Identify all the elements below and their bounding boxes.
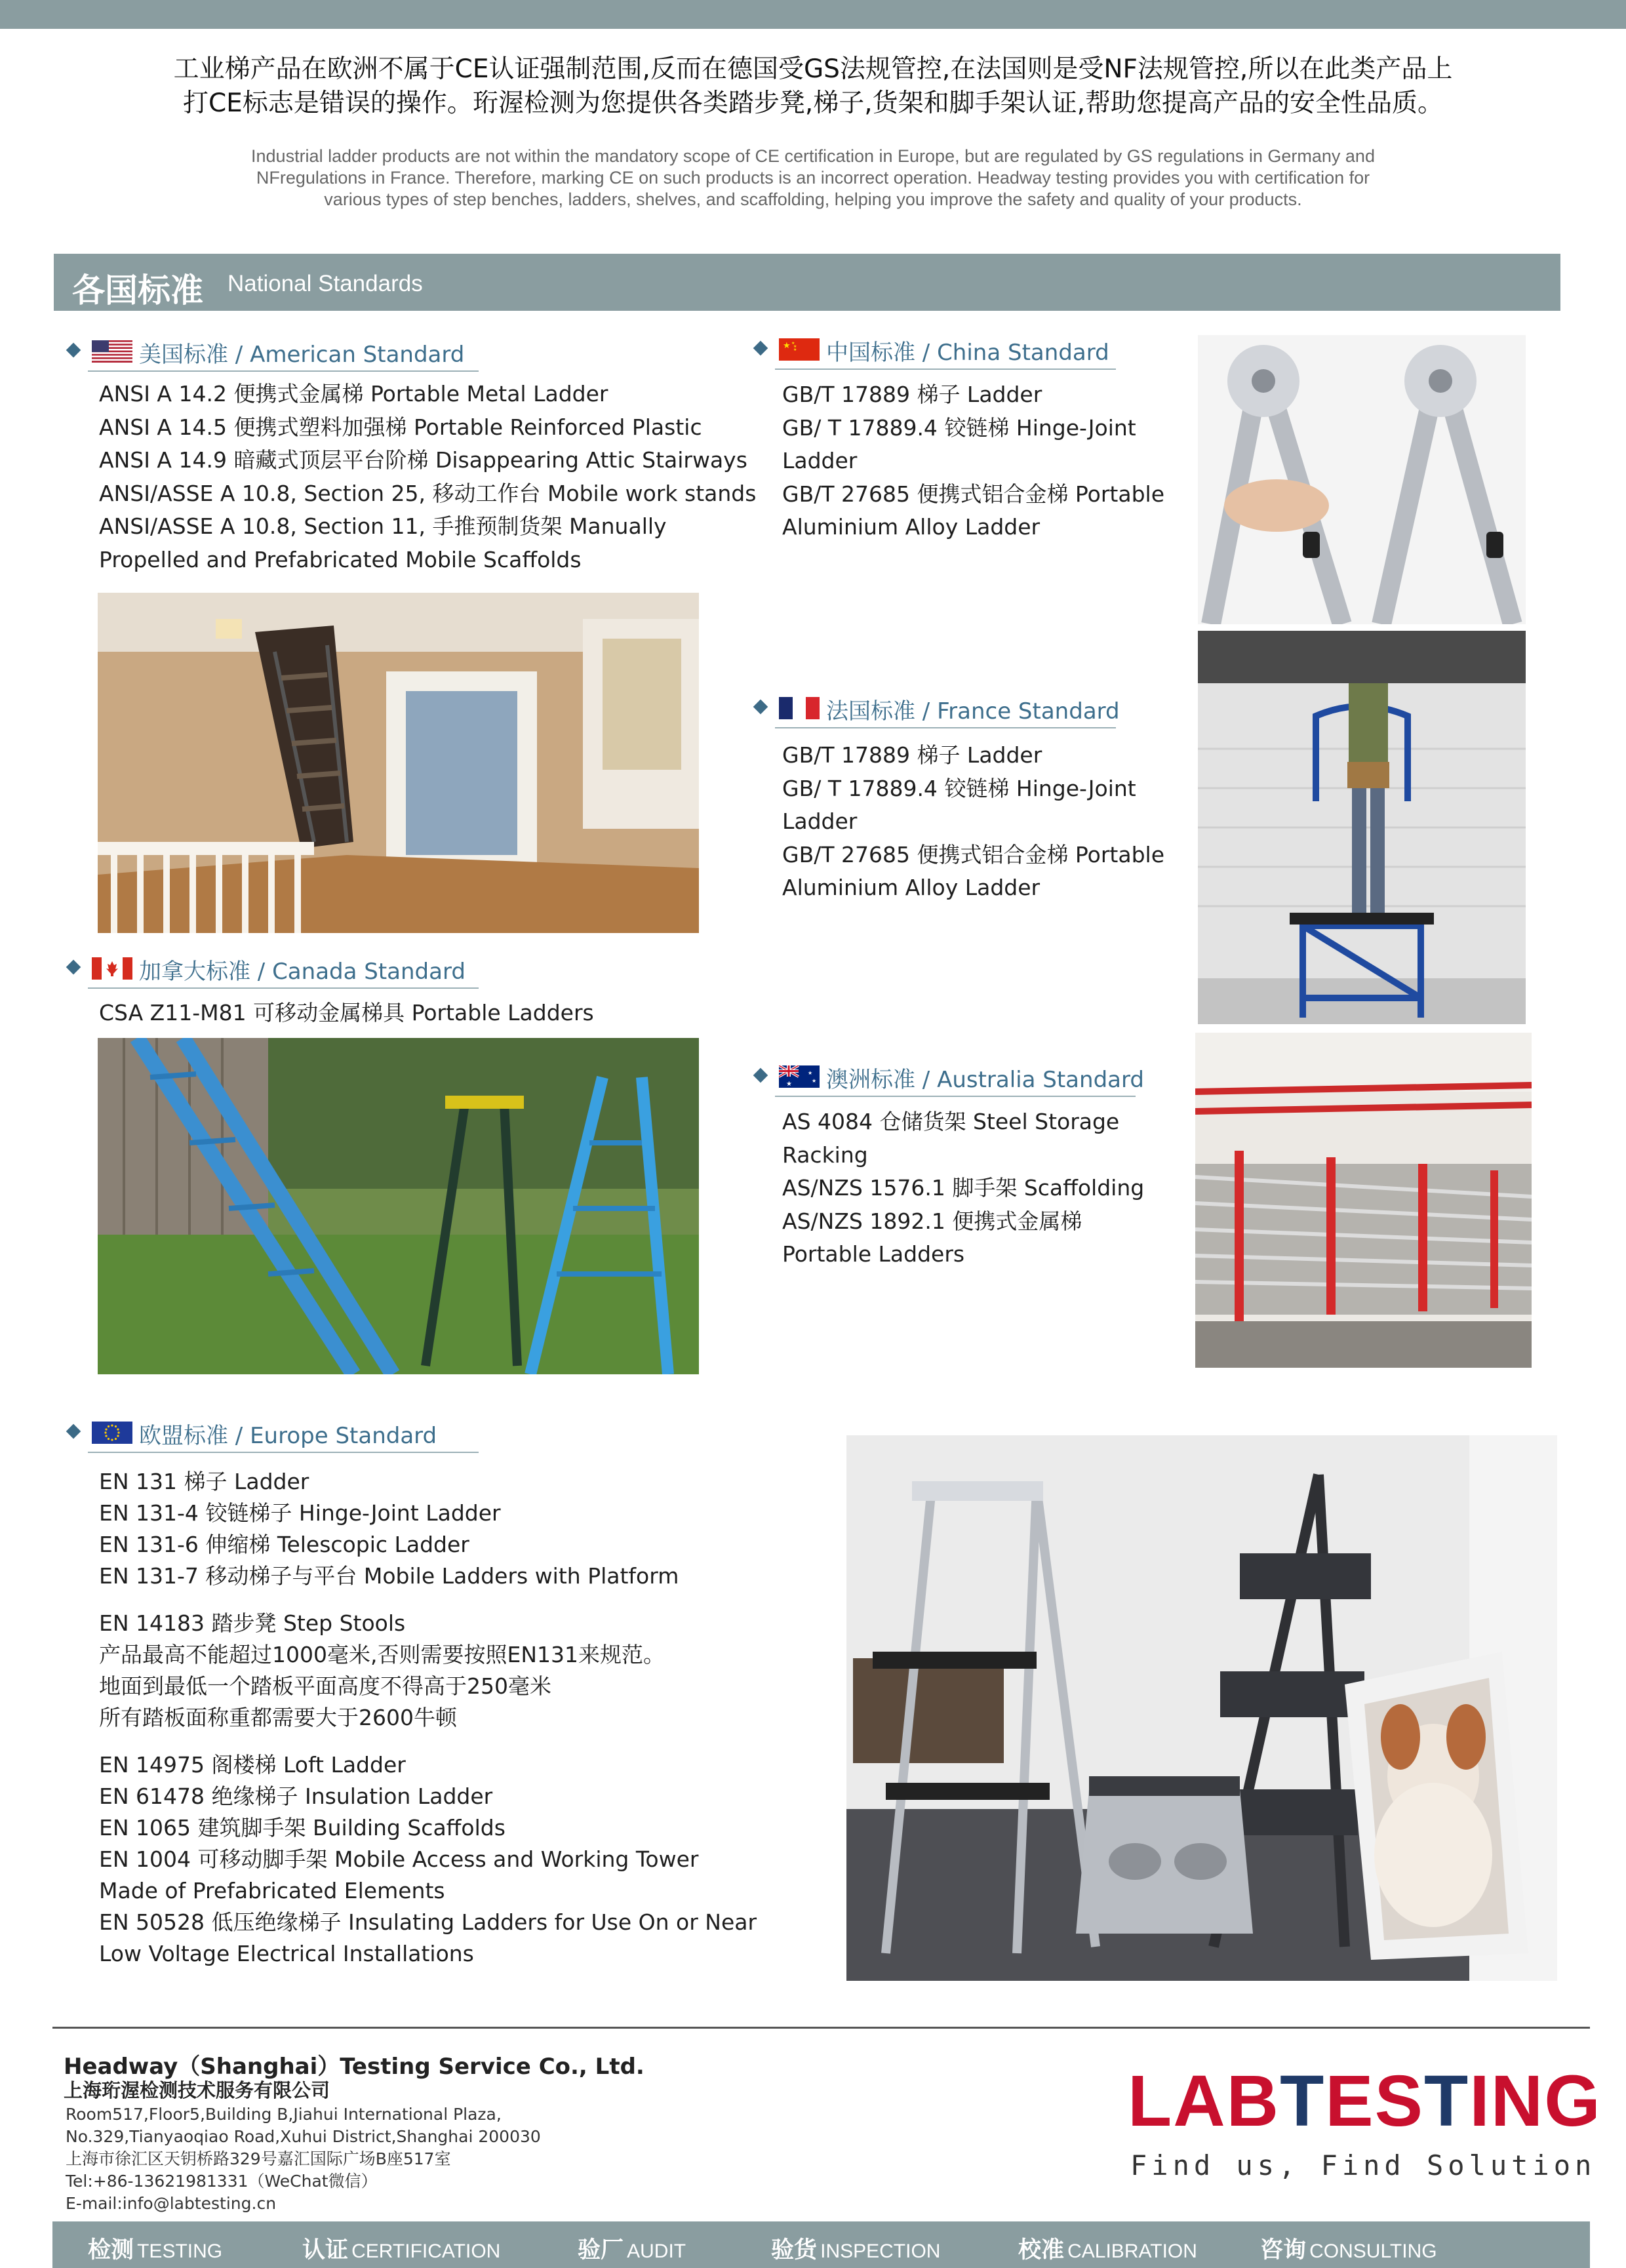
services-bar [52,2221,1590,2268]
list-item: 所有踏板面称重都需要大于2600牛顿 [99,1705,457,1730]
europe-standard-title: 欧盟标准 / Europe Standard [139,1423,437,1449]
list-item: 地面到最低一个踏板平面高度不得高于250毫米 [99,1673,551,1699]
heading-underline [88,1452,479,1453]
heading-underline [88,987,479,989]
list-item: GB/T 27685 便携式铝合金梯 Portable [782,841,1164,867]
svg-text:★: ★ [783,341,791,351]
france-standard-heading [755,693,1122,728]
china-standard-heading [755,334,1122,370]
step-stools-photo [846,1435,1557,1981]
canada-standard-list [99,997,594,1030]
intro-en-line-1: Industrial ladder products are not within the mandatory scope of CE certification in Europe, but are regulated by GS regulations in Germany and [251,146,1375,166]
australia-standard-list [782,1105,1144,1271]
storage-racking-photo [1195,1033,1532,1368]
list-item: Aluminium Alloy Ladder [782,875,1041,900]
list-item: 产品最高不能超过1000毫米,否则需要按照EN131来规范。 [99,1642,665,1667]
list-item: CSA Z11-M81 可移动金属梯具 Portable Ladders [99,1000,594,1025]
section-title-en: National Standards [228,271,423,296]
eu-flag-icon [92,1422,132,1444]
svg-text:★: ★ [786,1081,792,1088]
list-item: GB/T 27685 便携式铝合金梯 Portable [782,481,1164,507]
list-item: GB/ T 17889.4 铰链梯 Hinge-Joint [782,414,1136,441]
company-name-en: Headway（Shanghai）Testing Service Co., Ltd. [64,2054,644,2080]
list-item: Propelled and Prefabricated Mobile Scaffolds [99,546,582,572]
heading-underline [775,1096,1136,1097]
china-standard-list [782,378,1164,544]
china-flag-icon [779,338,820,361]
list-item: Low Voltage Electrical Installations [99,1941,474,1966]
list-item: GB/T 17889 梯子 Ladder [782,742,1042,768]
list-item: Racking [782,1142,868,1168]
diamond-bullet-icon [66,960,81,975]
address-line: Room517,Floor5,Building B,Jiahui International Plaza, [66,2105,502,2124]
outdoor-ladders-photo [98,1038,699,1374]
labtesting-logo: LABTESTING [1128,2061,1602,2141]
heading-underline [88,370,479,372]
company-name-cn: 上海珩渥检测技术服务有限公司 [64,2079,330,2101]
heading-underline [775,727,1116,728]
list-item: Aluminium Alloy Ladder [782,514,1041,540]
phone-line: Tel:+86-13621981331（WeChat微信） [66,2172,378,2191]
list-item: Portable Ladders [782,1241,965,1267]
canada-standard-title: 加拿大标准 / Canada Standard [139,959,466,985]
list-item: EN 131 梯子 Ladder [99,1469,309,1494]
slogan: Find us, Find Solution [1130,2149,1596,2181]
attic-stairway-photo [98,593,699,933]
list-item: Made of Prefabricated Elements [99,1878,445,1903]
top-band [0,0,1626,29]
intro-cn-line-2: 打CE标志是错误的操作。珩渥检测为您提供各类踏步凳,梯子,货架和脚手架认证,帮助您提高产品的安全性品质。 [182,89,1444,118]
service-certification: 认证 CERTIFICATION [302,2237,501,2263]
service-consulting: 咨询 CONSULTING [1260,2237,1437,2263]
american-standard-title: 美国标准 / American Standard [139,342,465,368]
diamond-bullet-icon [753,341,768,356]
service-calibration: 校准 CALIBRATION [1018,2237,1197,2263]
footer-divider [52,2027,1590,2029]
company-address [66,2103,541,2215]
australia-flag-icon [779,1065,820,1088]
svg-text:★: ★ [808,1070,813,1076]
list-item: EN 131-4 铰链梯子 Hinge-Joint Ladder [99,1500,501,1526]
address-line: 上海市徐汇区天钥桥路329号嘉汇国际广场B座517室 [66,2149,451,2168]
list-item: ANSI A 14.5 便携式塑料加强梯 Portable Reinforced Plastic [99,414,702,440]
list-item: GB/ T 17889.4 铰链梯 Hinge-Joint [782,775,1136,801]
canada-flag-icon [92,957,132,980]
australia-standard-heading [755,1062,1142,1097]
list-item: GB/T 17889 梯子 Ladder [782,382,1042,407]
svg-text:★: ★ [793,348,797,352]
intro-en-line-2: NFregulations in France. Therefore, marking CE on such products is an incorrect operation. Headway testing provides you with certification for [256,168,1370,188]
list-item: EN 14183 踏步凳 Step Stools [99,1610,406,1636]
list-item: ANSI A 14.9 暗藏式顶层平台阶梯 Disappearing Attic Stairways [99,447,747,473]
list-item: ANSI/ASSE A 10.8, Section 11, 手推预制货架 Manually [99,513,667,539]
list-item: EN 1065 建筑脚手架 Building Scaffolds [99,1815,506,1840]
section-header [54,254,1560,311]
list-item: AS 4084 仓储货架 Steel Storage [782,1109,1120,1134]
diamond-bullet-icon [66,343,81,358]
american-standard-list [99,378,756,576]
diamond-bullet-icon [753,700,768,715]
svg-text:★: ★ [812,1078,817,1084]
list-item: AS/NZS 1892.1 便携式金属梯 [782,1208,1082,1234]
canada-standard-heading [68,953,481,989]
us-flag-icon [92,340,132,363]
france-standard-title: 法国标准 / France Standard [826,698,1120,725]
list-item: EN 61478 绝缘梯子 Insulation Ladder [99,1783,493,1809]
europe-standard-list-2 [99,1608,665,1734]
list-item: AS/NZS 1576.1 脚手架 Scaffolding [782,1175,1145,1201]
diamond-bullet-icon [66,1424,81,1439]
scaffold-worker-photo [1198,631,1526,1024]
list-item: Ladder [782,448,858,473]
list-item: Ladder [782,808,858,834]
europe-standard-list-3 [99,1749,757,1970]
list-item: EN 131-6 伸缩梯 Telescopic Ladder [99,1532,469,1557]
europe-standard-list-1 [99,1466,679,1592]
list-item: ANSI A 14.2 便携式金属梯 Portable Metal Ladder [99,381,608,407]
section-title-cn: 各国标准 [72,271,203,309]
diamond-bullet-icon [753,1068,768,1083]
france-flag-icon [779,697,820,719]
hinge-ladder-photo [1198,335,1526,624]
heading-underline [775,368,1116,370]
svg-text:★: ★ [793,344,797,349]
list-item: ANSI/ASSE A 10.8, Section 25, 移动工作台 Mobile work stands [99,480,757,506]
list-item: EN 131-7 移动梯子与平台 Mobile Ladders with Platform [99,1563,679,1589]
service-audit: 验厂 AUDIT [578,2237,686,2263]
europe-standard-heading [68,1418,481,1453]
american-standard-heading [68,336,481,372]
service-testing: 检测 TESTING [88,2237,223,2263]
address-line: No.329,Tianyaoqiao Road,Xuhui District,Shanghai 200030 [66,2127,541,2146]
svg-text:★: ★ [791,341,795,346]
service-inspection: 验货 INSPECTION [771,2237,941,2263]
list-item: EN 50528 低压绝缘梯子 Insulating Ladders for Use On or Near [99,1909,757,1935]
intro-cn-line-1: 工业梯产品在欧洲不属于CE认证强制范围,反而在德国受GS法规管控,在法国则是受NF法规管控,所以在此类产品上 [173,54,1453,84]
france-standard-list [782,739,1164,905]
australia-standard-title: 澳洲标准 / Australia Standard [826,1067,1144,1093]
china-standard-title: 中国标准 / China Standard [826,340,1109,366]
list-item: EN 1004 可移动脚手架 Mobile Access and Working Tower [99,1846,699,1872]
email-line: E-mail:info@labtesting.cn [66,2194,277,2213]
list-item: EN 14975 阁楼梯 Loft Ladder [99,1752,406,1778]
intro-en-line-3: various types of step benches, ladders, shelves, and scaffolding, helping you improve the safety and quality of your products. [324,189,1302,209]
